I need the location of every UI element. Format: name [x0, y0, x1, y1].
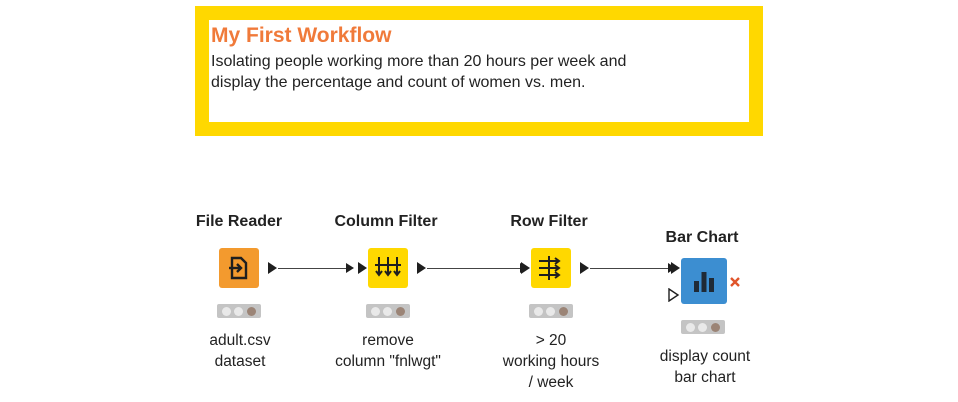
status-light	[383, 307, 392, 316]
status-light	[222, 307, 231, 316]
node-label-line: remove	[362, 332, 414, 349]
node-label-line: working hours	[502, 353, 600, 370]
bar-chart-in-port[interactable]	[671, 262, 680, 274]
bar-chart-node[interactable]	[681, 258, 727, 304]
row-filter-label[interactable]	[503, 330, 600, 393]
file-reader-node[interactable]	[219, 248, 259, 288]
row-filter-icon	[537, 255, 565, 281]
connection-line[interactable]	[427, 268, 525, 269]
status-light	[247, 307, 256, 316]
status-light	[546, 307, 555, 316]
annotation-description-line: display the percentage and count of women vs. men.	[211, 74, 586, 91]
file-reader-status	[217, 304, 261, 318]
connection-line[interactable]	[590, 268, 674, 269]
status-light	[234, 307, 243, 316]
bar-chart-status	[681, 320, 725, 334]
status-light	[396, 307, 405, 316]
node-label-line: display count	[659, 348, 751, 365]
file-reader-label[interactable]	[209, 330, 270, 372]
column-filter-out-port[interactable]	[417, 262, 426, 274]
annotation-title: My First Workflow	[211, 24, 392, 47]
node-label-line: > 20	[535, 332, 567, 349]
node-label-line: dataset	[214, 353, 266, 370]
row-filter-status	[529, 304, 573, 318]
row-filter-node[interactable]	[531, 248, 571, 288]
node-label-line: / week	[528, 374, 574, 391]
row-filter-title: Row Filter	[510, 213, 588, 230]
connection-line[interactable]	[278, 268, 350, 269]
annotation-description	[211, 51, 626, 93]
connection-arrow	[346, 263, 354, 273]
file-import-icon	[226, 255, 252, 281]
workflow-annotation[interactable]	[195, 6, 763, 136]
column-filter-in-port[interactable]	[358, 262, 367, 274]
column-filter-status	[366, 304, 410, 318]
node-label-line: column "fnlwgt"	[335, 353, 441, 370]
column-filter-label[interactable]	[335, 330, 441, 372]
column-filter-node[interactable]	[368, 248, 408, 288]
column-filter-icon	[374, 255, 402, 281]
bar-chart-label[interactable]	[660, 346, 750, 388]
file-reader-title: File Reader	[195, 213, 283, 230]
status-light	[686, 323, 695, 332]
column-filter-title: Column Filter	[334, 213, 438, 230]
bar-chart-view-in-port[interactable]	[668, 288, 680, 302]
status-light	[698, 323, 707, 332]
node-label-line: adult.csv	[209, 332, 271, 349]
error-x-icon	[728, 275, 742, 289]
annotation-description-line: Isolating people working more than 20 hours per week and	[211, 53, 627, 70]
status-light	[559, 307, 568, 316]
status-light	[711, 323, 720, 332]
row-filter-out-port[interactable]	[580, 262, 589, 274]
status-light	[534, 307, 543, 316]
status-light	[371, 307, 380, 316]
row-filter-in-port[interactable]	[521, 262, 530, 274]
node-label-line: bar chart	[674, 369, 736, 386]
bar-chart-title: Bar Chart	[665, 229, 739, 246]
bar-chart-icon	[690, 267, 718, 295]
file-reader-out-port[interactable]	[268, 262, 277, 274]
